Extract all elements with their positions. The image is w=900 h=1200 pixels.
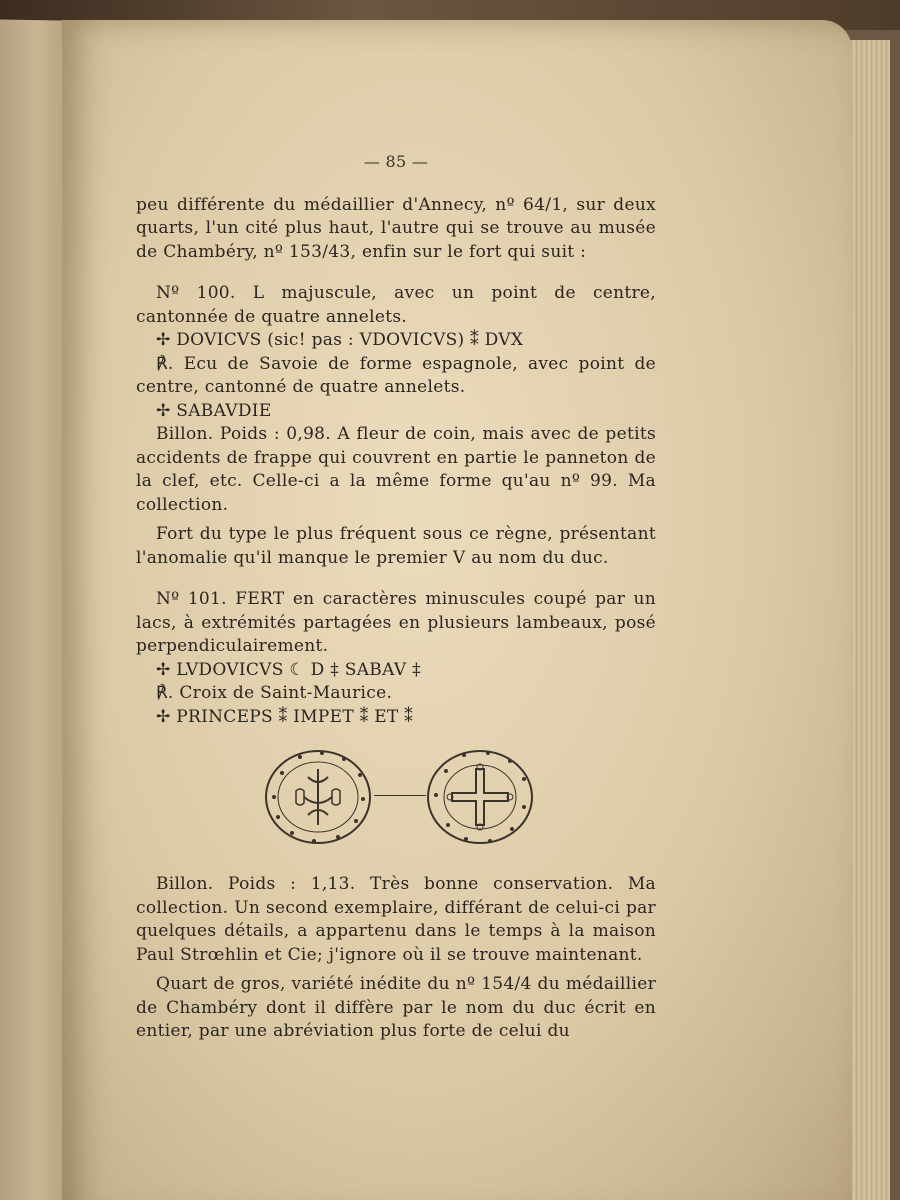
paragraph-n101-description: Nº 101. FERT en caractères minuscules coupé par un lacs, à extrémités partagées en plusieurs lambeaux, posé perpendiculairement. (136, 589, 656, 656)
paragraph-n100-description: Nº 100. L majuscule, avec un point de centre, cantonnée de quatre annelets. (136, 283, 656, 327)
n100-obverse-legend: ✢ DOVICVS (sic! pas : VDOVICVS) ⁑ DVX (156, 330, 524, 350)
paragraph-n101-billon: Billon. Poids : 1,13. Très bonne conservation. Ma collection. Un second exemplaire, différant de celui-ci par quelques détails, a appartenu dans le temps à la maison Paul Strœhlin et Cie; j'ignore où il se trouve maintenant. (136, 874, 656, 965)
n101-obverse-legend: ✢ LVDOVICVS ☾ D ‡ SABAV ‡ (156, 659, 421, 680)
n101-reverse-legend: ✢ PRINCEPS ⁑ IMPET ⁑ ET ⁑ (156, 706, 414, 727)
paragraph-n101-reverse: ℟. Croix de Saint-Maurice. (156, 683, 393, 703)
paragraph-quart-note: Quart de gros, variété inédite du nº 154/4 du médaillier de Chambéry dont il diffère par le nom du duc écrit en entier, par une abréviation plus forte de celui du (136, 974, 656, 1041)
paragraph-n100-billon: Billon. Poids : 0,98. A fleur de coin, mais avec de petits accidents de frappe qui couvrent en partie le panneton de la clef, etc. Celle-ci a la même forme qu'au nº 99. Ma collection. (136, 424, 656, 515)
n100-reverse-legend: ✢ SABAVDIE (156, 400, 272, 421)
page-number: — 85 — (363, 152, 429, 171)
paragraph-n100-note: Fort du type le plus fréquent sous ce règne, présentant l'anomalie qu'il manque le premier V au nom du duc. (136, 524, 656, 568)
coin-connector-line (374, 795, 426, 796)
page-text (136, 150, 656, 1044)
paragraph-intro: peu différente du médaillier d'Annecy, nº 64/1, sur deux quarts, l'un cité plus haut, l'autre qui se trouve au musée de Chambéry, nº 153/43, enfin sur le fort qui suit : (136, 194, 656, 262)
coin-illustration (136, 743, 656, 853)
paragraph-n100-reverse: ℟. Ecu de Savoie de forme espagnole, avec point de centre, cantonné de quatre annelets. (136, 353, 656, 397)
coin-obverse-fert-icon (262, 747, 374, 847)
coin-reverse-cross-icon (424, 747, 536, 847)
